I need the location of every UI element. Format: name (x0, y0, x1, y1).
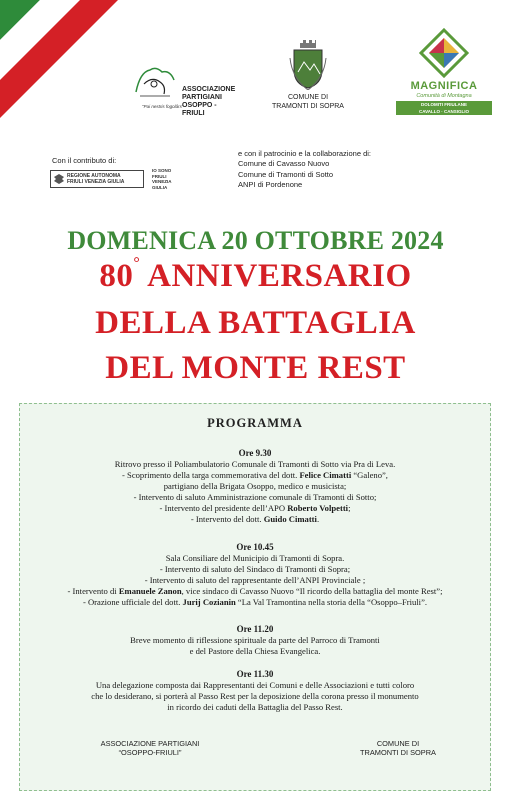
magnifica-subtitle: Comunità di Montagna (416, 93, 472, 99)
patrocinio-line4: ANPI di Pordenone (238, 180, 303, 190)
battle-title: DELLA BATTAGLIA (95, 305, 416, 341)
comune-tramonti-logo (268, 38, 348, 118)
section-line: partigiano della Brigata Osoppo, medico e musicista; (163, 481, 347, 491)
mountain-title: DEL MONTE REST (105, 350, 406, 386)
comune-label (268, 94, 348, 111)
patrocinio-line1: e con il patrocinio e la collaborazione di: (238, 149, 371, 158)
signature-apo-line1: ASSOCIAZIONE PARTIGIANI (100, 739, 200, 748)
section-line: e del Pastore della Chiesa Evangelica. (189, 646, 321, 656)
speaker-name: Guido Cimatti (263, 514, 317, 524)
section-line: Ritrovo presso il Poliambulatorio Comunale di Tramonti di Sotto via Pra di Leva. (114, 459, 396, 469)
speaker-name: Jurij Cozianin (182, 597, 236, 607)
apo-name (182, 86, 238, 118)
patrocinio-block (238, 149, 371, 191)
section-line: - Intervento del presidente dell’APO Roberto Volpetti; (159, 503, 351, 513)
speaker-name: Felice Cimatti (299, 470, 352, 480)
section-line: Sala Consiliare del Municipio di Tramonti di Sopra. (165, 553, 345, 563)
anniversary-title (0, 255, 511, 295)
section-line: Una delegazione composta dai Rappresentanti dei Comuni e delle Associazioni e tutti coloro (95, 680, 415, 690)
programme-section-1045 (20, 542, 490, 608)
section-time: Ore 10.45 (236, 542, 274, 552)
contrib-label: Con il contributo di: (52, 156, 117, 165)
ordinal-mark: ° (133, 255, 141, 272)
anniversary-word: ANNIVERSARIO (140, 258, 412, 294)
signature-comune-line2: TRAMONTI DI SOPRA (360, 748, 436, 757)
comune-label-line2: TRAMONTI DI SOPRA (272, 102, 344, 110)
apo-name-line2: PARTIGIANI (182, 94, 222, 101)
programme-section-0930 (20, 448, 490, 525)
apo-name-line3: OSOPPO - FRIULI (182, 102, 217, 117)
section-line: in ricordo dei caduti della Battaglia del Passo Rest. (167, 702, 343, 712)
comune-label-line1: COMUNE DI (287, 94, 329, 101)
section-time: Ore 9.30 (238, 448, 272, 458)
section-line: - Orazione ufficiale del dott. Jurij Cozianin “La Val Tramontina nella storia della “Osoppo–Friuli”. (82, 597, 428, 607)
signature-apo-line2: “OSOPPO-FRIULI” (118, 748, 182, 757)
section-line: - Intervento del dott. Guido Cimatti. (190, 514, 320, 524)
magnifica-bar1: DOLOMITI FRIULANE (396, 101, 492, 108)
apo-name-line1: ASSOCIAZIONE (182, 86, 236, 93)
iosono-line1: IO SONO (152, 168, 172, 173)
section-line: Breve momento di riflessione spirituale da parte del Parroco di Tramonti (130, 635, 380, 645)
section-line: - Intervento di saluto del Sindaco di Tramonti di Sopra; (159, 564, 351, 574)
section-line: - Intervento di Emanuele Zanon, vice sindaco di Cavasso Nuovo “Il ricordo della battaglia del monte Rest”; (67, 586, 443, 596)
magnifica-diamond-icon (419, 28, 469, 78)
iosono-line2: FRIULI (152, 173, 167, 179)
signature-comune-line1: COMUNE DI (376, 739, 420, 748)
speaker-name: Roberto Volpetti (287, 503, 349, 513)
programme-title: PROGRAMMA (207, 416, 303, 430)
section-time: Ore 11.30 (236, 669, 274, 679)
magnifica-title: MAGNIFICA (410, 80, 478, 92)
iosono-fvg-logo (152, 168, 172, 190)
italian-flag-ribbon (0, 0, 120, 120)
section-line: - Intervento di saluto Amministrazione comunale di Tramonti di Sotto; (133, 492, 377, 502)
programme-box (19, 403, 491, 791)
patrocinio-line3: Comune di Tramonti di Sotto (238, 169, 334, 179)
section-line: - Intervento di saluto del rappresentante dell’ANPI Provinciale ; (144, 575, 366, 585)
event-date-title: DOMENICA 20 OTTOBRE 2024 (67, 226, 444, 255)
iosono-line3: VENEZIA (152, 179, 172, 184)
section-line: che lo desiderano, si porterà al Passo Rest per la deposizione della corona presso il monumento (91, 691, 419, 701)
coat-of-arms-icon (288, 40, 328, 90)
magnifica-logo (392, 28, 496, 120)
section-time: Ore 11.20 (236, 624, 274, 634)
programme-section-1120 (20, 624, 490, 657)
apo-logo (128, 62, 238, 122)
eagle-icon (53, 173, 65, 185)
magnifica-bar2: CAVALLO · CANSIGLIO (396, 108, 492, 115)
iosono-line4: GIULIA (152, 184, 168, 190)
signature-apo (80, 739, 220, 757)
speaker-name: Emanuele Zanon (118, 586, 182, 596)
regione-line1: REGIONE AUTONOMA (67, 173, 121, 179)
section-line: - Scoprimento della targa commemorativa del dott. Felice Cimatti “Galeno”, (122, 470, 388, 480)
anniversary-number: 80 (99, 258, 134, 294)
patrocinio-line2: Comune di Cavasso Nuovo (238, 159, 330, 169)
regione-fvg-logo (50, 170, 144, 188)
apo-emblem-icon (130, 62, 180, 106)
signature-comune (338, 739, 458, 757)
programme-section-1130 (20, 669, 490, 713)
regione-line2: FRIULI VENEZIA GIULIA (67, 179, 125, 185)
apo-motto: "Pai nestris fogolârs" (142, 104, 184, 109)
